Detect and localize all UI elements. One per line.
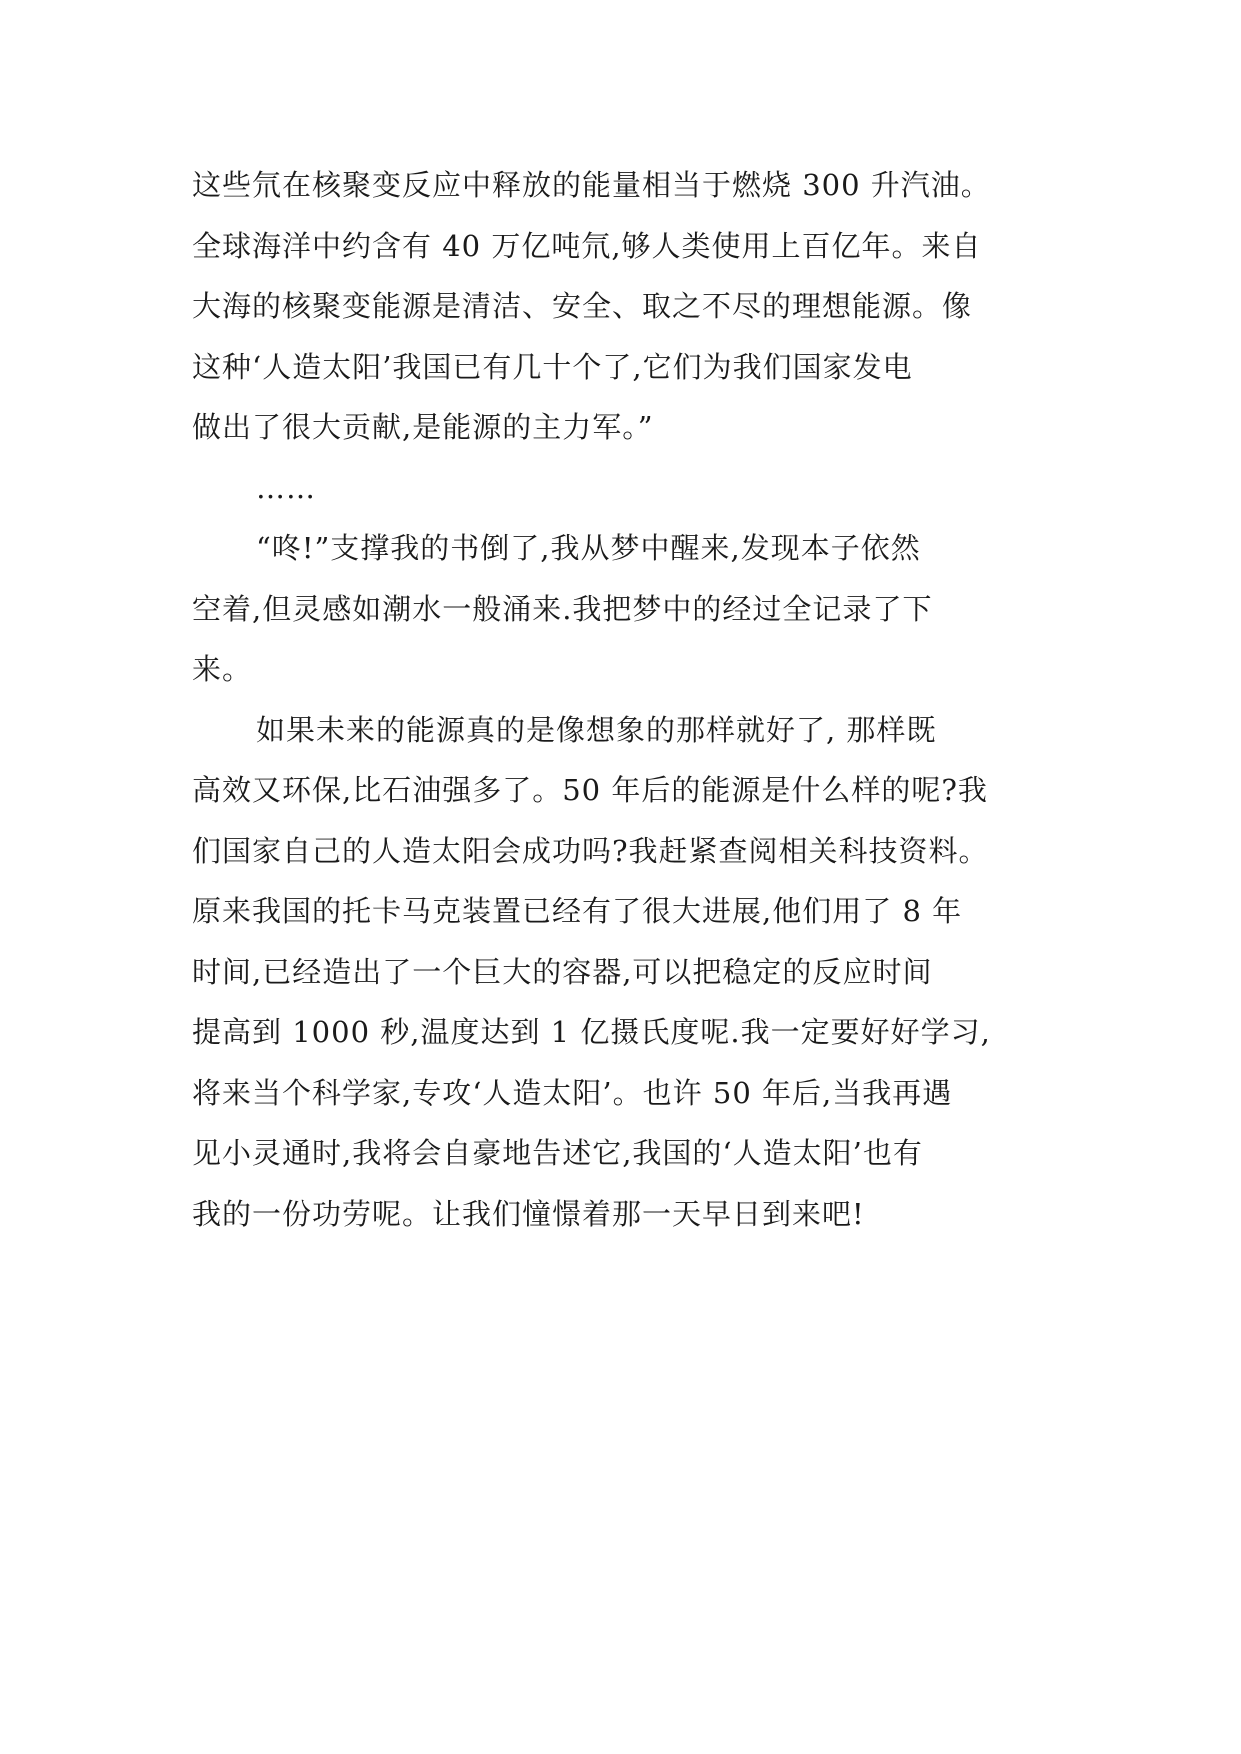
text-line: 空着,但灵感如潮水一般涌来.我把梦中的经过全记录了下 [192,591,933,626]
text-line: 大海的核聚变能源是清洁、安全、取之不尽的理想能源。像 [192,289,973,323]
text-line: “咚!”支撑我的书倒了,我从梦中醒来,发现本子依然 [256,531,921,565]
text-line: 提高到 1000 秒,温度达到 1 亿摄氏度呢.我一定要好好学习, [192,1015,991,1049]
text-line: 如果未来的能源真的是像想象的那样就好了, 那样既 [256,712,937,747]
ellipsis-line: …… [256,470,316,505]
text-line: 们国家自己的人造太阳会成功吗?我赶紧查阅相关科技资料。 [192,833,989,868]
text-line: 原来我国的托卡马克装置已经有了很大进展,他们用了 8 年 [192,894,963,928]
body-text [192,155,1062,1244]
text-line: 时间,已经造出了一个巨大的容器,可以把稳定的反应时间 [192,954,933,989]
text-line: 我的一份功劳呢。让我们憧憬着那一天早日到来吧! [192,1196,865,1231]
text-line: 来。 [192,652,253,686]
text-line: 这些氘在核聚变反应中释放的能量相当于燃烧 300 升汽油。 [192,168,991,202]
text-line: 做出了很大贡献,是能源的主力军。” [192,410,654,444]
text-line: 高效又环保,比石油强多了。50 年后的能源是什么样的呢?我 [192,773,988,807]
text-line: 全球海洋中约含有 40 万亿吨氘,够人类使用上百亿年。来自 [192,228,982,263]
text-line: 见小灵通时,我将会自豪地告述它,我国的‘人造太阳’也有 [192,1136,923,1170]
text-line: 将来当个科学家,专攻‘人造太阳’。也许 50 年后,当我再遇 [192,1075,953,1110]
text-line: 这种‘人造太阳’我国已有几十个了,它们为我们国家发电 [192,349,913,384]
